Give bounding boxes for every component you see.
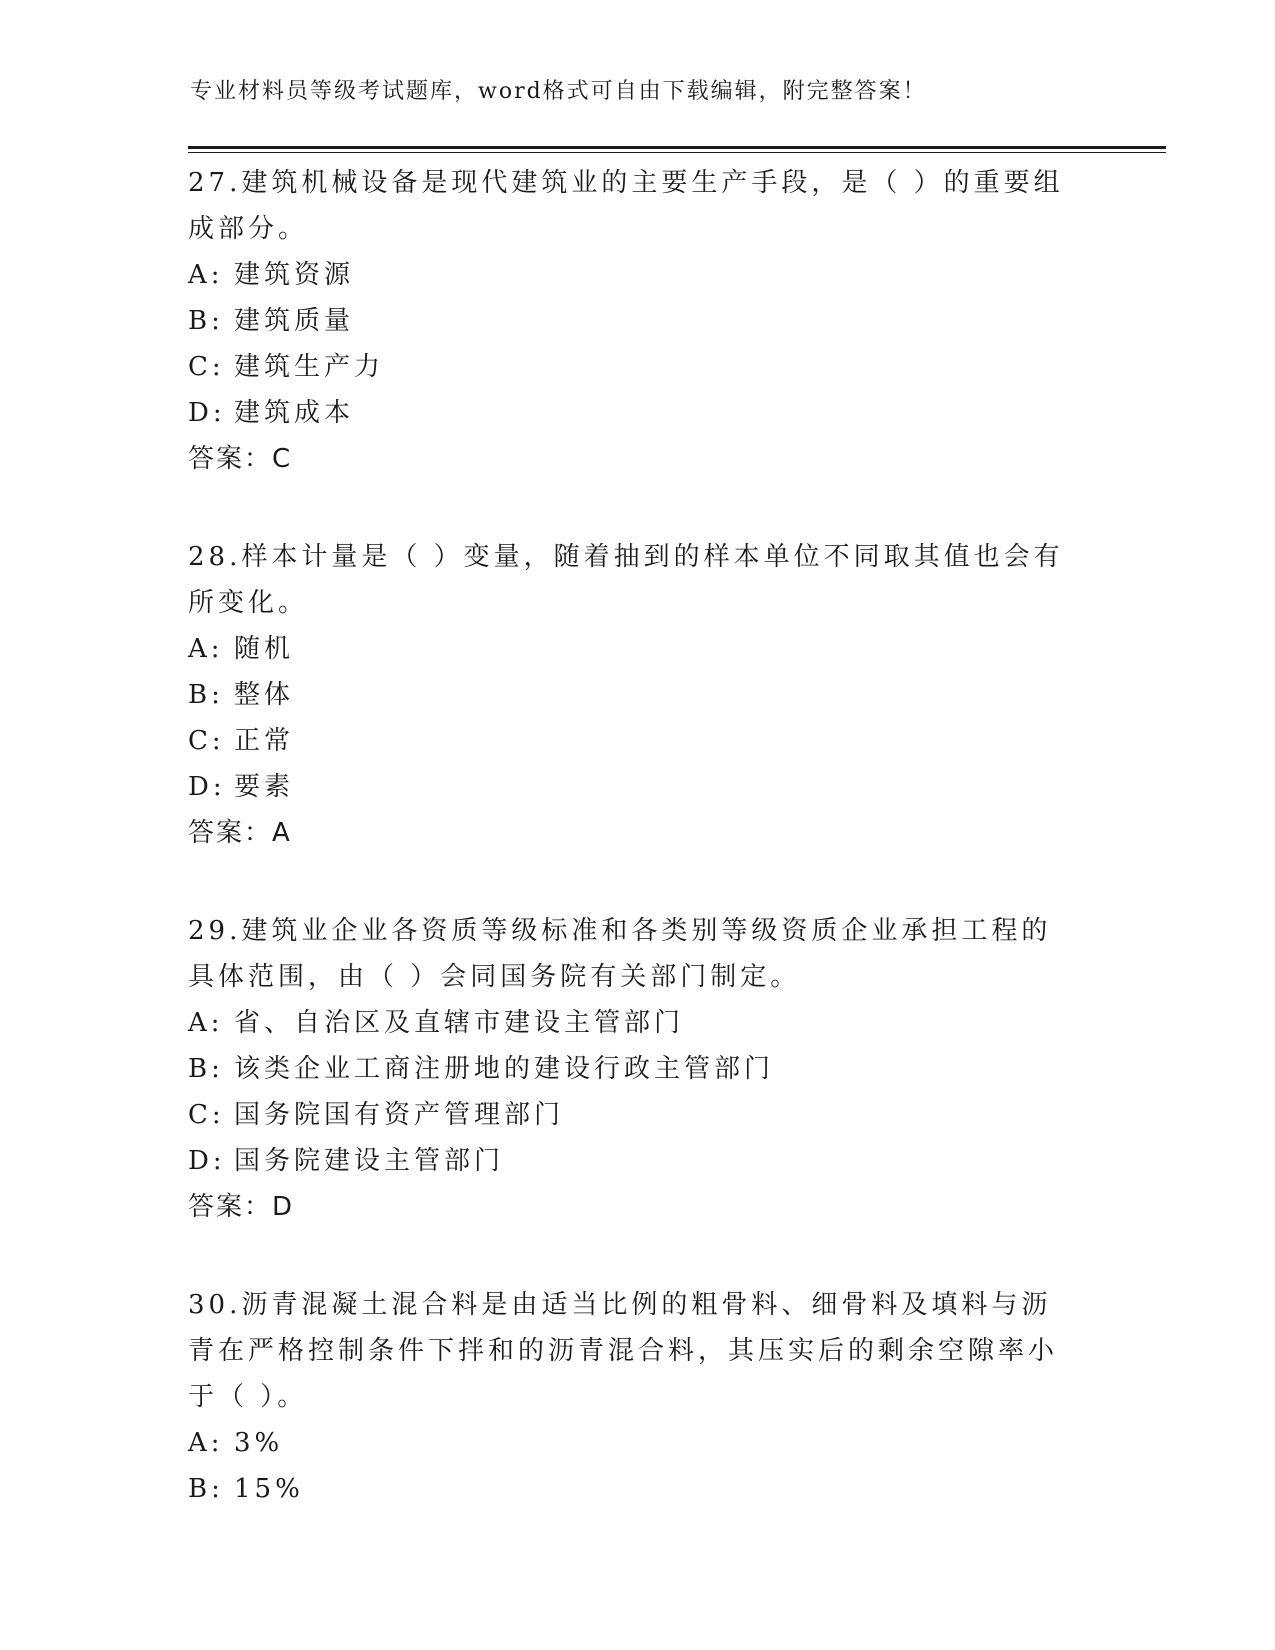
option-c — [188, 1092, 1088, 1138]
question-text: 27.建筑机械设备是现代建筑业的主要生产手段，是（ ）的重要组成部分。 — [188, 168, 1064, 244]
option-d — [188, 390, 1088, 436]
option-c — [188, 718, 1088, 764]
page-header: 专业材料员等级考试题库，word格式可自由下载编辑，附完整答案！ — [190, 79, 927, 104]
option-text: 建筑质量 — [234, 306, 355, 336]
option-a — [188, 252, 1088, 298]
option-text: 建筑生产力 — [234, 352, 385, 382]
option-text: 建筑资源 — [234, 260, 355, 290]
header-divider-thick — [188, 146, 1166, 149]
option-text: 建筑成本 — [234, 398, 355, 428]
option-text: 国务院国有资产管理部门 — [234, 1100, 565, 1130]
option-text: 随机 — [234, 634, 295, 664]
option-a — [188, 626, 1088, 672]
answer-line: 答案：A — [188, 818, 292, 848]
question-30 — [188, 1282, 1088, 1512]
option-letter: C: — [188, 352, 225, 382]
option-text: 15% — [234, 1474, 304, 1504]
option-letter: A: — [188, 634, 224, 664]
question-28 — [188, 534, 1088, 856]
option-letter: B: — [188, 680, 224, 710]
option-letter: B: — [188, 1474, 224, 1504]
question-29 — [188, 908, 1088, 1230]
answer-line: 答案：D — [188, 1192, 295, 1222]
option-letter: D: — [188, 772, 226, 802]
option-letter: D: — [188, 398, 226, 428]
option-letter: B: — [188, 1054, 224, 1084]
option-letter: A: — [188, 1428, 224, 1458]
option-a — [188, 1420, 1088, 1466]
option-c — [188, 344, 1088, 390]
option-b — [188, 1466, 1088, 1512]
option-b — [188, 1046, 1088, 1092]
question-list — [188, 160, 1088, 1564]
option-letter: B: — [188, 306, 224, 336]
option-d — [188, 764, 1088, 810]
option-text: 3% — [234, 1428, 284, 1458]
question-text: 30.沥青混凝土混合料是由适当比例的粗骨料、细骨料及填料与沥青在严格控制条件下拌和的沥青混合料，其压实后的剩余空隙率小于（ ）。 — [188, 1290, 1059, 1412]
option-b — [188, 298, 1088, 344]
question-text: 28.样本计量是（ ）变量，随着抽到的样本单位不同取其值也会有所变化。 — [188, 542, 1064, 618]
option-letter: D: — [188, 1146, 226, 1176]
option-text: 省、自治区及直辖市建设主管部门 — [234, 1008, 685, 1038]
option-text: 国务院建设主管部门 — [234, 1146, 505, 1176]
option-b — [188, 672, 1088, 718]
answer-line: 答案：C — [188, 444, 293, 474]
option-letter: A: — [188, 260, 224, 290]
question-27 — [188, 160, 1088, 482]
option-d — [188, 1138, 1088, 1184]
option-letter: C: — [188, 1100, 225, 1130]
option-letter: A: — [188, 1008, 224, 1038]
question-text: 29.建筑业企业各资质等级标准和各类别等级资质企业承担工程的具体范围，由（ ）会同国务院有关部门制定。 — [188, 916, 1052, 992]
option-text: 正常 — [234, 726, 295, 756]
option-letter: C: — [188, 726, 225, 756]
option-a — [188, 1000, 1088, 1046]
option-text: 要素 — [234, 772, 295, 802]
option-text: 整体 — [234, 680, 295, 710]
header-divider-thin — [188, 152, 1166, 153]
option-text: 该类企业工商注册地的建设行政主管部门 — [234, 1054, 775, 1084]
